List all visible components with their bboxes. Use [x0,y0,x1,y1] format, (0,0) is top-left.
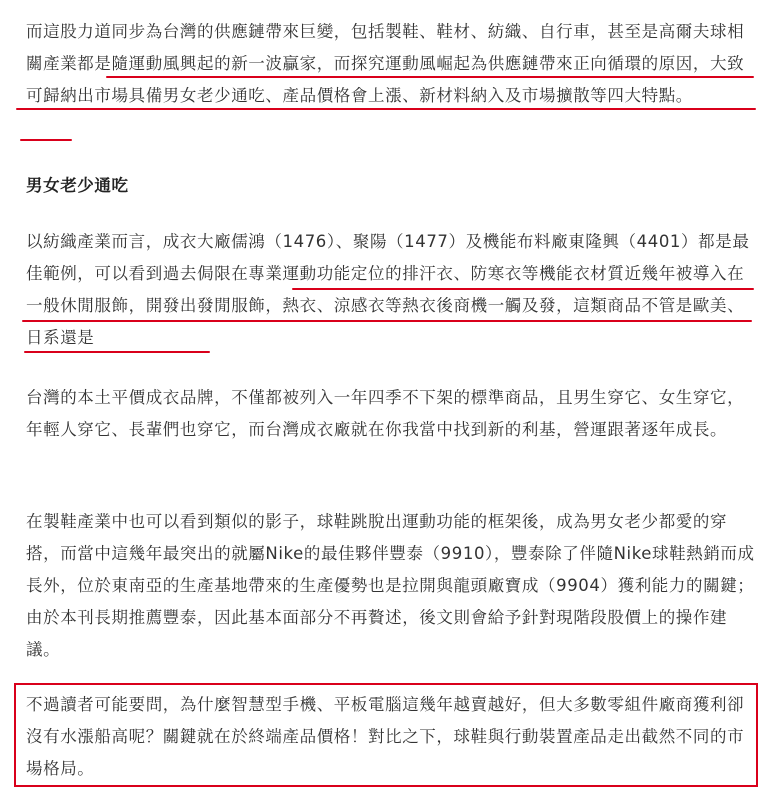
intro-paragraph: 而這股力道同步為台灣的供應鏈帶來巨變，包括製鞋、鞋材、紡織、自行車，甚至是高爾夫球相關產業都是隨運動風興起的新一波贏家，而探究運動風崛起為供應鏈帶來正向循環的原因，大致可歸納出市場具備男女老少通吃、產品價格會上漲、新材料納入及市場擴散等四大特點。 [26,22,745,105]
textile-paragraph: 以紡織產業而言，成衣大廠儒鴻（1476）、聚陽（1477）及機能布料廠東隆興（4401）都是最佳範例，可以看到過去侷限在專業運動功能定位的排汗衣、防寒衣等機能衣材質近幾年被導入在一般休閒服飾，開發出發閒服飾，熱衣、涼感衣等熱衣後商機一觸及發，這類商品不管是歐美、日系還是 [26,232,750,347]
annotation-underline [106,76,754,78]
annotation-underline [22,320,752,322]
annotation-underline [20,139,72,141]
footwear-paragraph: 在製鞋產業中也可以看到類似的影子，球鞋跳脫出運動功能的框架後，成為男女老少都愛的穿搭，而當中這幾年最突出的就屬Nike的最佳夥伴豐泰（9910），豐泰除了伴隨Nike球鞋熱銷而成長外，位於東南亞的生產基地帶來的生產優勢也是拉開與龍頭廠寶成（9904）獲利能力的關鍵；由於本刊長期推薦豐泰，因此基本面部分不再贅述，後文則會給予針對現階段股價上的操作建議。 [26,512,755,659]
apparel-paragraph: 台灣的本土平價成衣品牌，不僅都被列入一年四季不下架的標準商品，且男生穿它、女生穿它，年輕人穿它、長輩們也穿它，而台灣成衣廠就在你我當中找到新的利基，營運跟著逐年成長。 [26,388,745,439]
annotation-underline [24,351,210,353]
annotation-underline [16,108,756,110]
callout-paragraph: 不過讀者可能要問，為什麼智慧型手機、平板電腦這幾年越賣越好，但大多數零組件廠商獲利卻沒有水漲船高呢？關鍵就在於終端產品價格！對比之下，球鞋與行動裝置產品走出截然不同的市場格局。 [26,695,745,778]
section-heading: 男女老少通吃 [26,176,129,195]
annotation-underline [292,288,754,290]
